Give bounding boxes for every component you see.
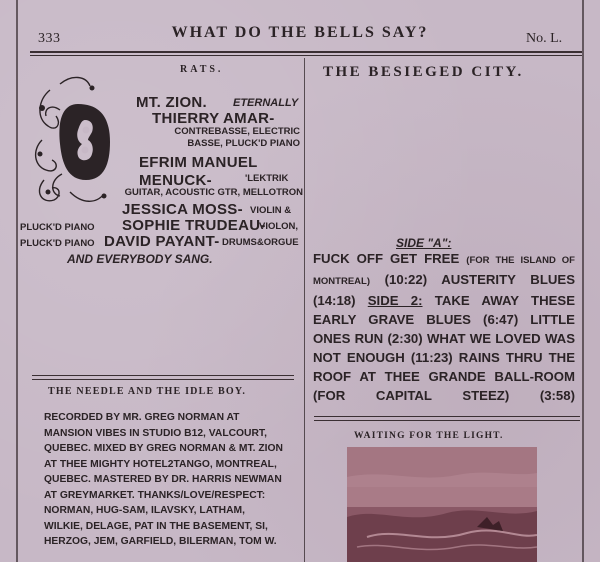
credit-name-4: SOPHIE TRUDEAU- [122, 217, 266, 234]
track-6-time: (3:58) [539, 388, 575, 403]
credit-prefix-4: PLUCK'D PIANO [20, 222, 95, 233]
track-2: AUSTERITY BLUES [441, 272, 575, 287]
side-2-label: SIDE 2: [367, 293, 423, 308]
right-section-rule-2 [314, 420, 580, 421]
credit-role-3: VIOLIN & [250, 205, 292, 216]
page-number: 333 [38, 31, 61, 46]
track-1: FUCK OFF GET FREE [313, 251, 460, 266]
left-section-rule [32, 375, 294, 376]
credit-role-5: DRUMS&ORGUE [222, 237, 299, 248]
track-5-time: (11:23) [410, 350, 453, 365]
right-border [582, 0, 584, 562]
left-section-rule-2 [32, 379, 294, 380]
track-6: RAINS THRU THE ROOF AT THEE GRANDE BALL-ROOM (FOR CAPITAL STEEZ) [313, 350, 575, 403]
credit-role-2a: 'LEKTRIK [245, 173, 289, 184]
track-4-time: (2:30) [387, 331, 423, 346]
right-section-rule [314, 416, 580, 417]
ornamental-initial-icon [30, 70, 130, 210]
track-1-note: (FOR THE ISLAND OF MONTREAL) [313, 255, 575, 287]
credit-role-2b: GUITAR, ACOUSTIC GTR, MELLOTRON [124, 187, 303, 198]
credit-prefix-5: PLUCK'D PIANO [20, 238, 95, 249]
credit-name-3: JESSICA MOSS- [122, 201, 243, 218]
credit-name-1: THIERRY AMAR- [152, 110, 275, 127]
track-5: WHAT WE LOVED WAS NOT ENOUGH [313, 331, 575, 365]
needle-heading: THE NEEDLE AND THE IDLE BOY. [48, 386, 247, 397]
credit-role-1: CONTREBASSE, ELECTRIC BASSE, PLUCK'D PIANO [174, 126, 300, 149]
header-rule [30, 51, 582, 53]
credit-name-5: DAVID PAYANT- [104, 233, 220, 250]
column-divider [304, 58, 305, 562]
left-border [16, 0, 18, 562]
left-heading: RATS. [180, 64, 224, 75]
track-list [313, 249, 575, 405]
track-3: TAKE AWAY THESE EARLY GRAVE BLUES [313, 293, 576, 327]
credit-name-2: EFRIM MANUEL MENUCK- [139, 154, 258, 189]
waiting-heading: WAITING FOR THE LIGHT. [354, 431, 504, 441]
recording-notes: RECORDED BY MR. GREG NORMAN AT MANSION VIBES IN STUDIO B12, VALCOURT, QUEBEC. MIXED BY GREG NORMAN & MT. ZION AT THEE MIGHTY HOTEL2TANGO, MONTREAL, QUEBEC. MASTERED BY DR. HARRIS NEWMAN AT GREYMARKET. THANKS/LOVE/RESPECT: NORMAN, HUG-SAM, ILAVSKY, LATHAM, WILKIE, DELAGE, PAT IN THE BASEMENT, SI, HERZOG, JEM, GARFIELD, BILERMAN, TOM W. [44, 412, 283, 547]
closing-line: AND EVERYBODY SANG. [67, 252, 213, 266]
issue-number: No. L. [526, 31, 563, 46]
page-title: WHAT DO THE BELLS SAY? [171, 24, 429, 41]
side-a-label: SIDE "A": [396, 236, 452, 250]
track-1-time: (10:22) [384, 272, 428, 287]
right-heading: THE BESIEGED CITY. [323, 64, 524, 80]
track-2-time: (14:18) [313, 293, 356, 308]
band-name: MT. ZION. [136, 94, 208, 111]
credit-role-4: VIOLON, [259, 221, 299, 232]
header-rule-thin [30, 55, 582, 56]
cover-photo [347, 447, 537, 562]
track-3-time: (6:47) [483, 312, 519, 327]
track-4: LITTLE ONES RUN [313, 312, 575, 346]
band-suffix: ETERNALLY [233, 97, 299, 109]
